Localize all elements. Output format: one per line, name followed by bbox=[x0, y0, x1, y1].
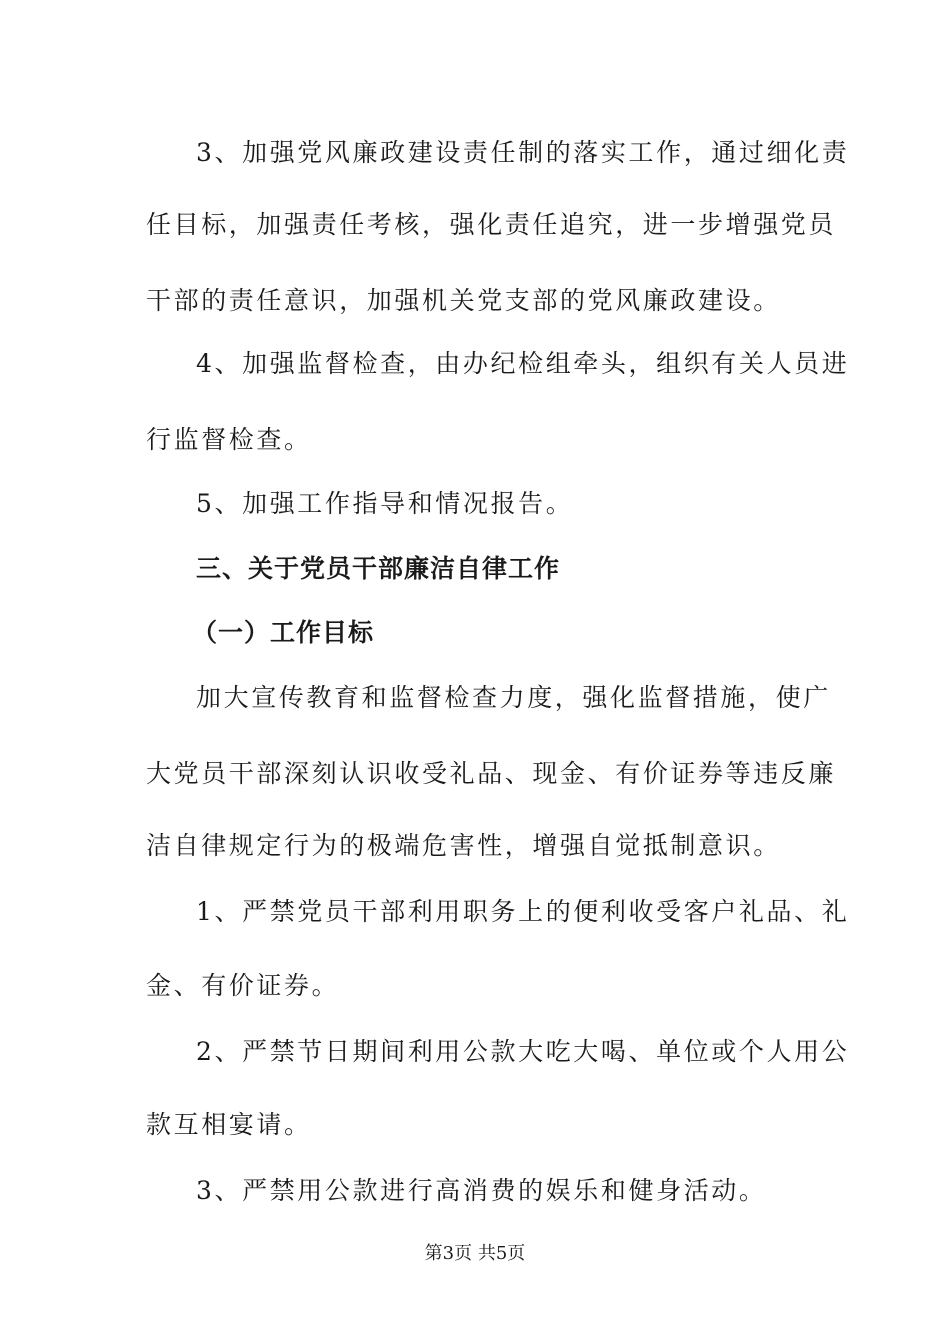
paragraph-line: 金、有价证券。 bbox=[146, 971, 340, 1000]
paragraph-line: 大党员干部深刻认识收受礼品、现金、有价证券等违反廉 bbox=[146, 759, 837, 788]
paragraph-line: 4、加强监督检查，由办纪检组牵头，组织有关人员进 bbox=[196, 349, 850, 378]
paragraph-line: 洁自律规定行为的极端危害性，增强自觉抵制意识。 bbox=[146, 831, 781, 860]
paragraph-line: 3、加强党风廉政建设责任制的落实工作，通过细化责 bbox=[196, 138, 850, 167]
page-number-footer: 第3页 共5页 bbox=[424, 1243, 526, 1264]
paragraph-line: 1、严禁党员干部利用职务上的便利收受客户礼品、礼 bbox=[196, 897, 850, 926]
paragraph-line: 任目标，加强责任考核，强化责任追究，进一步增强党员 bbox=[146, 210, 837, 239]
paragraph-line: 5、加强工作指导和情况报告。 bbox=[196, 489, 574, 518]
paragraph-line: 款互相宴请。 bbox=[146, 1110, 312, 1139]
section-heading: 三、关于党员干部廉洁自律工作 bbox=[196, 554, 561, 583]
paragraph-line: 行监督检查。 bbox=[146, 425, 312, 454]
paragraph-line: 2、严禁节日期间利用公款大吃大喝、单位或个人用公 bbox=[196, 1037, 850, 1066]
paragraph-line: 3、严禁用公款进行高消费的娱乐和健身活动。 bbox=[196, 1176, 767, 1205]
paragraph-line: 加大宣传教育和监督检查力度，强化监督措施，使广 bbox=[196, 683, 831, 712]
paragraph-line: 干部的责任意识，加强机关党支部的党风廉政建设。 bbox=[146, 286, 781, 315]
subsection-heading: （一）工作目标 bbox=[192, 618, 375, 647]
